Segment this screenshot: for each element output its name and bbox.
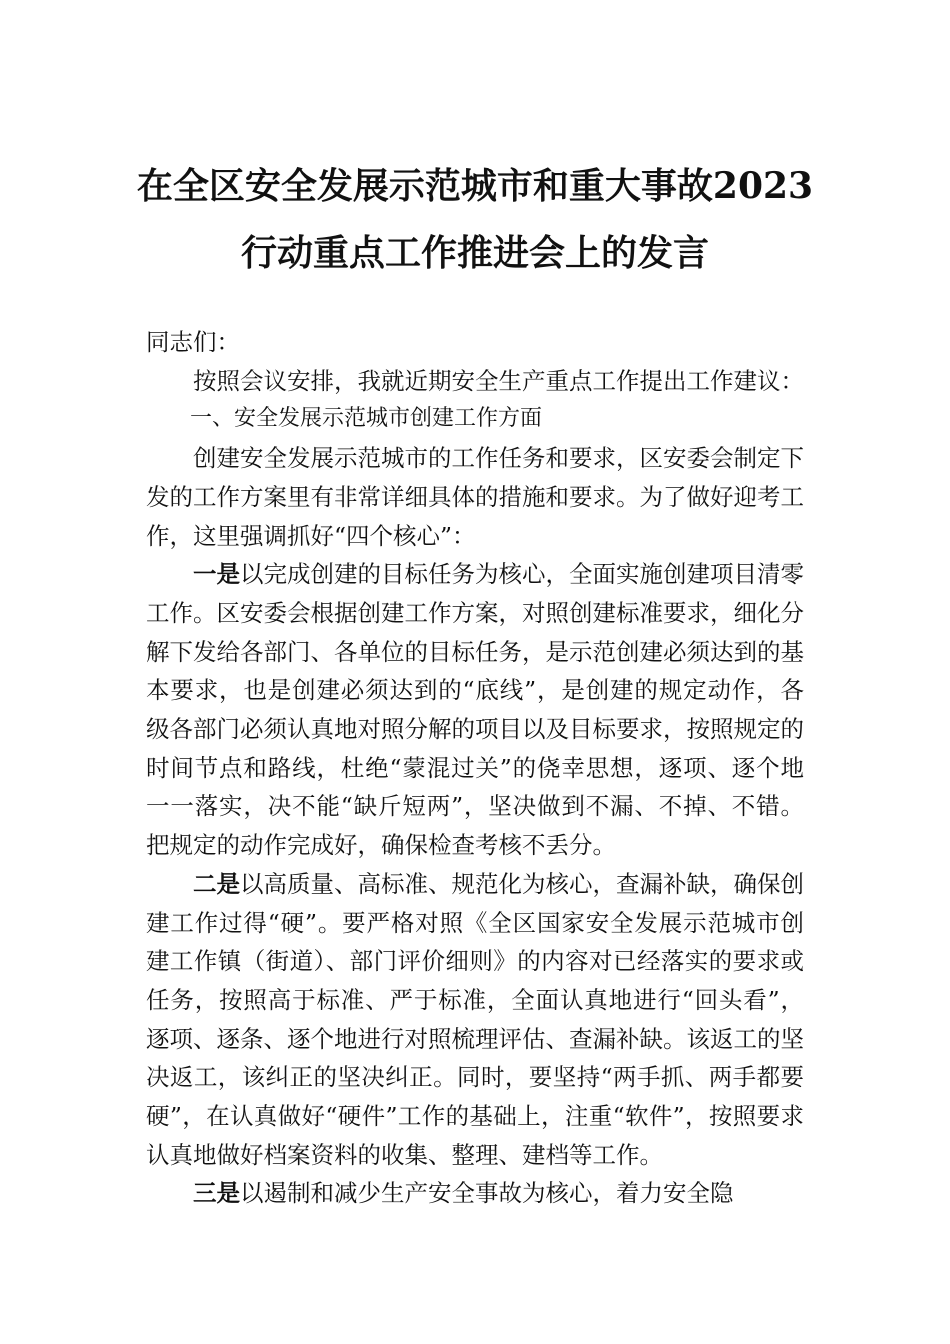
point-1-paragraph: [146, 555, 804, 865]
section-1-intro-paragraph: 创建安全发展示范城市的工作任务和要求，区安委会制定下发的工作方案里有非常详细具体的措施和要求。为了做好迎考工作，这里强调抓好“四个核心”：: [146, 444, 804, 550]
document-title-line-1: 在全区安全发展示范城市和重大事故2023: [136, 165, 814, 207]
point-1-lead: 一是: [193, 560, 240, 589]
point-3-paragraph: [146, 1174, 804, 1213]
point-2-text: 以高质量、高标准、规范化为核心，查漏补缺，确保创建工作过得“硬”。要严格对照《全区国家安全发展示范城市创建工作镇（街道）、部门评价细则》的内容对已经落实的要求或任务，按照高于标准、严于标准，全面认真地进行“回头看”，逐项、逐条、逐个地进行对照梳理评估、查漏补缺。该返工的坚决返工，该纠正的坚决纠正。同时，要坚持“两手抓、两手都要硬”，在认真做好“硬件”工作的基础上，注重“软件”，按照要求认真地做好档案资料的收集、整理、建档等工作。: [146, 869, 804, 1169]
document-title-line-2: 行动重点工作推进会上的发言: [240, 232, 709, 274]
section-1-heading: 一、安全发展示范城市创建工作方面: [190, 406, 543, 432]
point-3-text: 以遏制和减少生产安全事故为核心，着力安全隐: [240, 1179, 734, 1208]
document-body: [146, 323, 804, 1213]
point-2-paragraph: [146, 865, 804, 1175]
point-1-text: 以完成创建的目标任务为核心，全面实施创建项目清零工作。区安委会根据创建工作方案，对照创建标准要求，细化分解下发给各部门、各单位的目标任务，是示范创建必须达到的基本要求，也是创建必须达到的“底线”，是创建的规定动作，各级各部门必须认真地对照分解的项目以及目标要求，按照规定的时间节点和路线，杜绝“蒙混过关”的侥幸思想，逐项、逐个地一一落实，决不能“缺斤短两”，坚决做到不漏、不掉、不错。把规定的动作完成好，确保检查考核不丢分。: [146, 560, 804, 860]
point-2-lead: 二是: [193, 869, 240, 898]
point-3-lead: 三是: [193, 1179, 240, 1208]
salutation: 同志们：: [146, 328, 240, 356]
intro-paragraph: 按照会议安排，我就近期安全生产重点工作提出工作建议：: [193, 366, 804, 395]
